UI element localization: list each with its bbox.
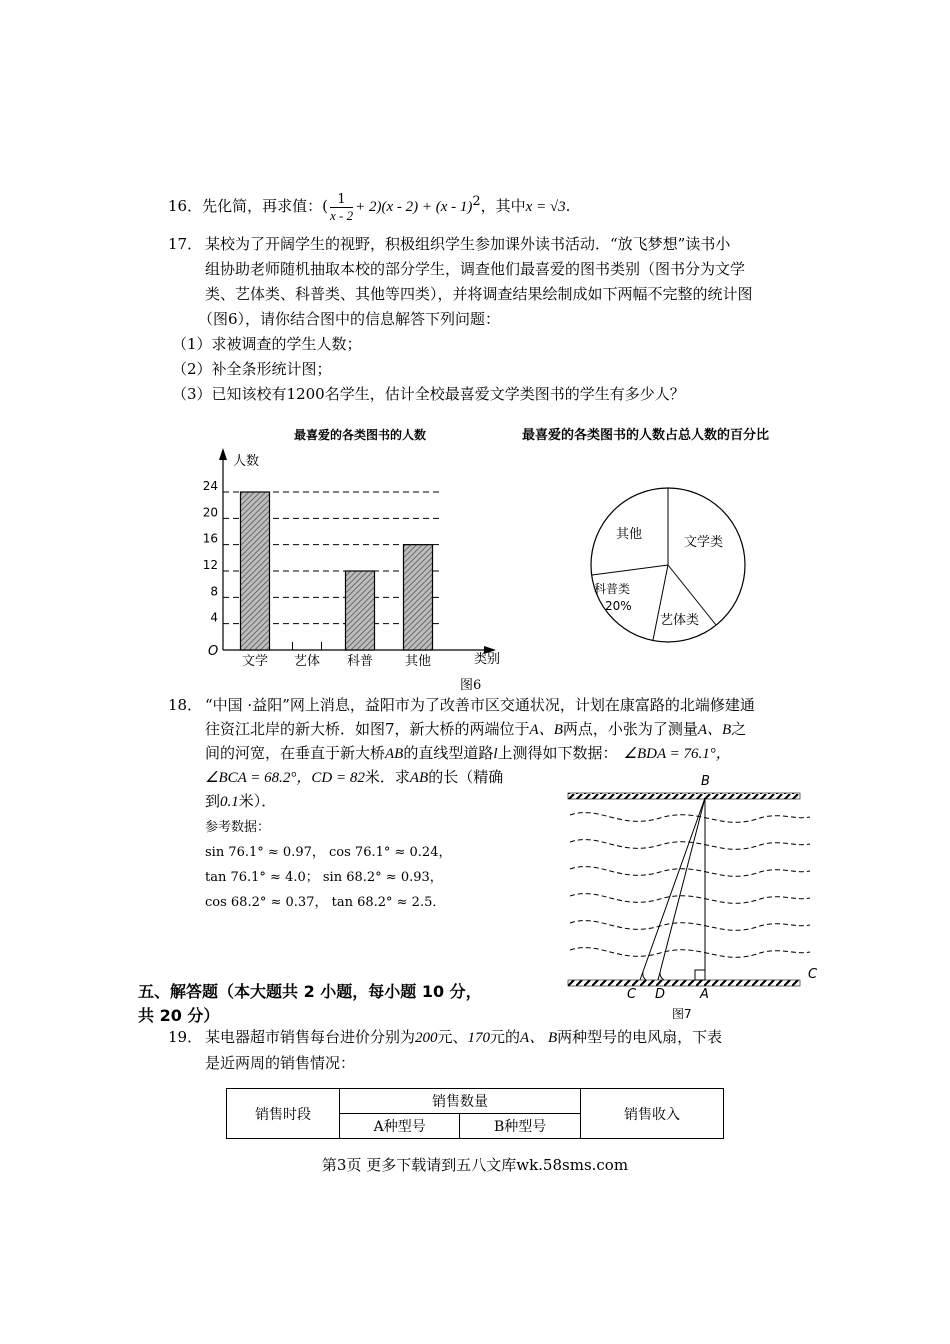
- y-tick-label: 20: [202, 505, 218, 520]
- q16-fraction: [330, 192, 353, 223]
- q17-sub-1: （1）求被调查的学生人数；: [172, 335, 362, 353]
- pie-label-other: 其他: [616, 527, 643, 542]
- q18-cd: CD = 82: [311, 770, 365, 786]
- q18-line-2b: 两点，小张为了测量: [562, 720, 698, 738]
- q18-line-4: [205, 765, 503, 790]
- q18-ab-1: A、B: [529, 722, 563, 738]
- figure-6-caption: 图6: [460, 678, 482, 693]
- pie-label-literature: 文学类: [684, 535, 724, 550]
- q18-line-3a: 间的河宽，在垂直于新大桥: [205, 744, 386, 762]
- header-income: 销售收入: [581, 1089, 724, 1139]
- header-type-b: B种型号: [460, 1114, 581, 1139]
- reference-line-2: tan 76.1° ≈ 4.0； sin 68.2° ≈ 0.93，: [205, 870, 443, 885]
- q18-ab-3: AB: [385, 746, 404, 762]
- q16-lead: 先化简，再求值：: [202, 197, 323, 215]
- y-axis-label: 人数: [233, 454, 260, 469]
- x-category-label: 科普: [346, 654, 374, 669]
- q16-paren: (: [322, 197, 328, 215]
- fig7-label-c: C: [627, 987, 637, 1002]
- q18-line-4b: 的长（精确: [428, 768, 504, 786]
- q19-line-1: [205, 1025, 722, 1050]
- q18-line-4a: 米．求: [364, 768, 410, 786]
- reference-title: 参考数据：: [205, 820, 271, 835]
- pie-label-science-percent: 20%: [605, 599, 632, 613]
- q16-expr: + 2)(x - 2) + (x - 1): [355, 199, 473, 215]
- pie-label-science: 科普类: [594, 582, 631, 596]
- x-axis-label: 类别: [474, 652, 501, 667]
- figure-7: [560, 770, 830, 1025]
- figure-7-caption: 图7: [672, 1007, 692, 1021]
- q17-line-3: 类、艺体类、科普类、其他等四类），并将调查结果绘制成如下两幅不完整的统计图: [205, 285, 753, 303]
- q19-line-1b: 元、: [437, 1028, 468, 1046]
- q17-line-2: 组协助老师随机抽取本校的部分学生，调查他们最喜爱的图书类别（图书分为文学: [205, 260, 746, 278]
- y-tick-label: 24: [202, 479, 218, 493]
- y-tick-label: 12: [202, 558, 218, 572]
- q17-sub-2: （2）补全条形统计图；: [172, 360, 332, 378]
- q18-angle-bca: ∠BCA = 68.2°，: [205, 770, 312, 786]
- q17-line-4: （图6），请你结合图中的信息解答下列问题：: [198, 310, 501, 328]
- bar-文学: [241, 492, 270, 650]
- q18-precision: 0.1: [220, 794, 239, 810]
- q17-line-1: 某校为了开阔学生的视野，积极组织学生参加课外读书活动．“放飞梦想”读书小: [205, 235, 731, 253]
- y-tick-label: 8: [210, 584, 218, 599]
- q18-line-2c: 之: [731, 720, 747, 738]
- y-axis-arrow: [219, 448, 227, 460]
- q18-line-1: “中国 ·益阳”网上消息，益阳市为了改善市区交通状况，计划在康富路的北端修建通: [205, 696, 755, 714]
- q18-ab-4: AB: [409, 770, 429, 786]
- q18-line-5a: 到: [205, 792, 221, 810]
- line-bd: [658, 798, 705, 980]
- q18-line-5: [205, 789, 276, 814]
- q19-line-1d: 两种型号的电风扇，下表: [557, 1028, 723, 1046]
- q16-frac-num: 1: [330, 192, 353, 208]
- x-category-label: 文学: [241, 654, 269, 669]
- xcat-group: [242, 653, 431, 669]
- sales-table: [226, 1088, 724, 1139]
- x-category-label: 艺体: [293, 654, 321, 669]
- q18-number: 18．: [168, 696, 203, 714]
- bar-chart-title: 最喜爱的各类图书的人数: [293, 428, 427, 442]
- q17-number: 17．: [168, 235, 203, 253]
- y-tick-label: 16: [202, 531, 218, 546]
- north-bank: [568, 793, 800, 799]
- reference-line-1: sin 76.1° ≈ 0.97， cos 76.1° ≈ 0.24，: [205, 845, 452, 860]
- bar-科普: [346, 571, 375, 650]
- q19-price-200: 200: [415, 1030, 438, 1046]
- ytick-group: [203, 479, 218, 625]
- fig7-label-c-road: C: [808, 967, 818, 982]
- q16-x-value: x = √3: [525, 199, 566, 215]
- q19-price-170: 170: [467, 1030, 491, 1046]
- q16-number: 16．: [168, 197, 203, 215]
- fig7-label-b: B: [701, 774, 710, 789]
- q16-where: ，其中: [480, 197, 526, 215]
- bar-chart: [190, 420, 520, 675]
- q19-line-1c: 元的: [490, 1028, 521, 1046]
- bar-其他: [404, 545, 433, 650]
- fig7-label-a: A: [700, 987, 709, 1002]
- fig7-label-d: D: [655, 987, 666, 1002]
- q19-line-1a: 某电器超市销售每台进价分别为: [205, 1028, 416, 1046]
- origin-label: O: [208, 644, 219, 659]
- q18-angle-bda: ∠BDA = 76.1°，: [623, 746, 731, 762]
- q17-sub-3: （3）已知该校有1200名学生，估计全校最喜爱文学类图书的学生有多少人？: [172, 385, 685, 403]
- q19-line-2: 是近两周的销售情况：: [205, 1054, 356, 1072]
- q18-ab-2: A、B: [697, 722, 732, 738]
- y-tick-label: 4: [210, 610, 218, 625]
- q18-l: l: [493, 746, 498, 762]
- pie-chart: [580, 480, 760, 650]
- q18-line-3c: 上测得如下数据：: [497, 744, 618, 762]
- header-period: 销售时段: [227, 1089, 340, 1139]
- section-5-title-2: 共 20 分）: [138, 1006, 220, 1025]
- q16-frac-den: x - 2: [329, 207, 354, 223]
- reference-line-3: cos 68.2° ≈ 0.37， tan 68.2° ≈ 2.5．: [205, 895, 446, 910]
- q18-line-2: [205, 717, 746, 742]
- right-angle-mark: [695, 970, 705, 980]
- page-footer: 第3页 更多下载请到五八文库wk.58sms.com: [321, 1156, 629, 1174]
- south-bank: [568, 980, 800, 986]
- header-quantity: 销售数量: [340, 1089, 581, 1114]
- q18-line-2a: 往资江北岸的新大桥．如图7，新大桥的两端位于: [205, 720, 530, 738]
- pie-chart-title: 最喜爱的各类图书的人数占总人数的百分比: [522, 428, 770, 443]
- pie-label-art: 艺体类: [660, 613, 700, 628]
- q19-number: 19．: [168, 1028, 203, 1046]
- q19-ab: A、 B: [520, 1030, 558, 1046]
- q18-line-5b: 米）．: [238, 792, 277, 810]
- line-bc: [640, 798, 705, 980]
- angle-d-mark: [660, 972, 664, 980]
- x-category-label: 其他: [404, 654, 432, 669]
- q16-exp: 2: [472, 194, 481, 209]
- q18-line-3b: 的直线型道路: [403, 744, 494, 762]
- q18-line-3: [205, 741, 731, 766]
- angle-c-mark: [643, 972, 646, 980]
- section-5-title: 五、解答题（本大题共 2 小题，每小题 10 分，: [138, 982, 482, 1001]
- q16-end: .: [565, 197, 571, 215]
- q16-line: [168, 190, 570, 223]
- river-waves: [570, 813, 810, 958]
- header-type-a: A种型号: [340, 1114, 460, 1139]
